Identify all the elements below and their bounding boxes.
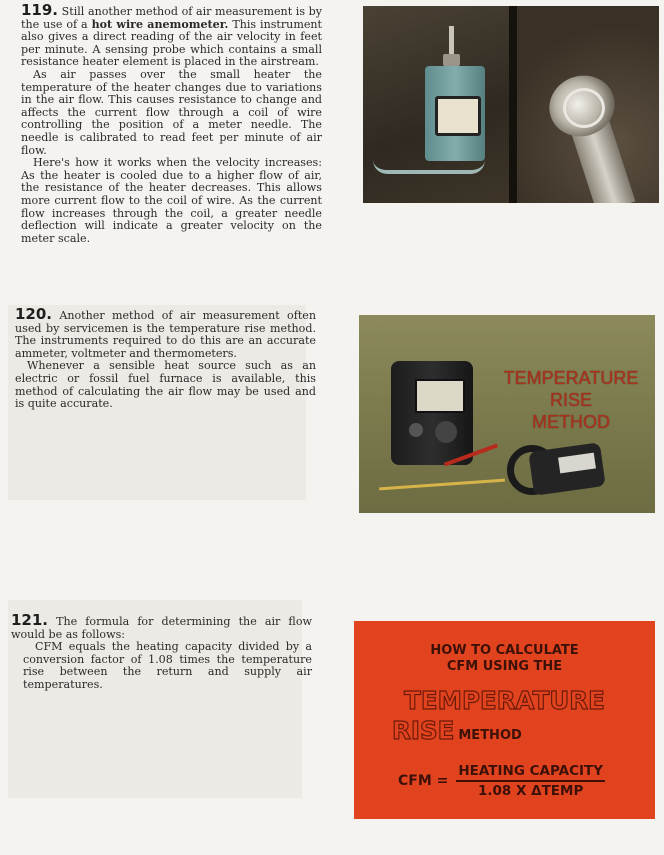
section-121-paragraph-2: CFM equals the heating capacity divided by a conversion factor of 1.08 times the temperature rise between the return and supply air temperatures. [23, 640, 312, 691]
card-big-title-line2: RISE METHOD [392, 716, 522, 745]
multimeter [391, 361, 473, 465]
section-number: 119. [21, 1, 59, 19]
thermometer [379, 479, 505, 491]
term-hot-wire-anemometer: hot wire anemometer. [91, 17, 229, 31]
meter-dial [435, 96, 481, 136]
formula-numerator: HEATING CAPACITY [456, 763, 605, 782]
section-119-paragraph-3: Here's how it works when the velocity increases: As the heater is cooled due to a higher flow of air, the resistance of the heater decreases. This allows more current flow to the coil of wire. As the current flow increases through the coil, a greater needle deflection will indicate a greater velocity on the meter scale. [21, 156, 322, 245]
section-120-text [15, 305, 316, 411]
cfm-formula [398, 763, 605, 799]
card-heading: HOW TO CALCULATE CFM USING THE [430, 643, 579, 674]
cfm-formula-card [354, 621, 655, 819]
section-119-text [21, 1, 323, 245]
section-121-paragraph-1: 121. The formula for determining the air flow would be as follows: [11, 611, 312, 641]
probe-cord [373, 160, 485, 174]
formula-lhs: CFM = [398, 773, 449, 789]
card-big-title: TEMPERATURE [404, 686, 605, 715]
multimeter-dial [415, 379, 465, 413]
section-120-paragraph-2: Whenever a sensible heat source such as an electric or fossil fuel furnace is available, this method of calculating the air flow may be used and is quite accurate. [15, 359, 316, 411]
section-121-text [11, 611, 312, 692]
section-number: 120. [15, 305, 53, 323]
photo-title: TEMPERATURE RISE METHOD [503, 368, 639, 432]
formula-denominator: 1.08 X ΔTEMP [478, 783, 584, 799]
section-119-paragraph-1: 119. Still another method of air measurement is by the use of a hot wire anemometer. This instrument also gives a direct reading of the air velocity in feet per minute. A sensing probe which contains a small resistance heater element is placed in the airstream. [21, 1, 323, 69]
formula-fraction [456, 763, 605, 799]
temperature-rise-photo [359, 315, 655, 513]
section-120-paragraph-1: 120. Another method of air measurement often used by servicemen is the temperature rise method. The instruments required to do this are an accurate ammeter, voltmeter and thermometers. [15, 305, 316, 360]
section-119-paragraph-2: As air passes over the small heater the temperature of the heater changes due to variations in the air flow. This causes resistance to change and affects the current flow through a coil of wire controlling the position of a meter needle. The needle is calibrated to read feet per minute of air flow. [21, 67, 322, 157]
anemometer-photo [363, 6, 659, 203]
section-number: 121. [11, 611, 49, 629]
